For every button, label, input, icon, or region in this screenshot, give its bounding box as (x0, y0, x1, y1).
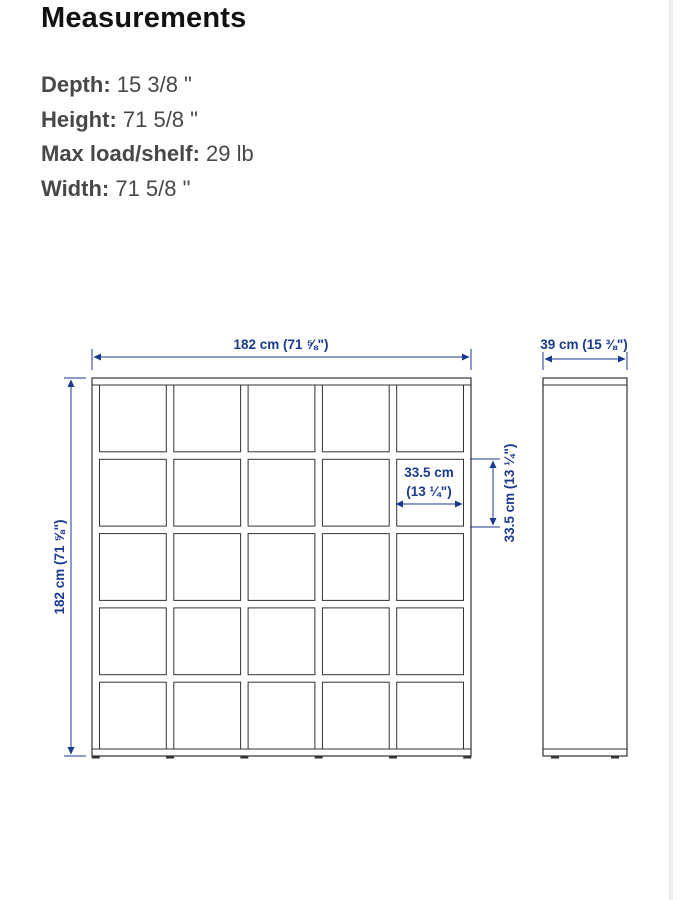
shelf-foot (463, 756, 471, 759)
shelf-cube (322, 608, 389, 675)
shelf-cube (397, 608, 464, 675)
height-dimension (52, 378, 86, 756)
shelf-cube (174, 385, 241, 452)
shelf-cube (397, 385, 464, 452)
shelf-cube (248, 682, 315, 749)
shelf-side-view (543, 378, 627, 759)
cube-width-in-label: (13 ¼") (406, 484, 452, 499)
shelf-cube (174, 534, 241, 601)
shelf-cube (397, 682, 464, 749)
shelf-cube (100, 682, 167, 749)
shelf-front-view (92, 378, 472, 759)
shelf-cube (248, 459, 315, 526)
shelf-cube (174, 459, 241, 526)
shelf-cube (100, 534, 167, 601)
cube-height-label: 33.5 cm (13 ¼") (502, 443, 517, 543)
shelf-cube (322, 682, 389, 749)
shelf-cube (322, 534, 389, 601)
depth-dimension (540, 337, 627, 370)
shelf-foot (389, 756, 397, 759)
shelf-cube (174, 682, 241, 749)
shelf-cube (100, 608, 167, 675)
spec-value: 71 5/8 " (116, 106, 198, 132)
shelf-foot (240, 756, 248, 759)
side-foot (551, 756, 559, 759)
width-dimension (92, 337, 471, 370)
shelf-cube (100, 459, 167, 526)
shelf-cube (100, 385, 167, 452)
spec-value: 29 lb (199, 141, 254, 166)
shelf-cube (174, 608, 241, 675)
width-dimension-label: 182 cm (71 ⅝") (233, 337, 329, 352)
shelf-foot (92, 756, 100, 759)
spec-label: Height: (41, 106, 117, 132)
shelf-foot (166, 756, 174, 759)
side-panel (543, 378, 627, 756)
spec-value: 71 5/8 " (109, 175, 191, 201)
shelf-cube (322, 385, 389, 452)
shelf-cube (397, 534, 464, 601)
shelf-cube (248, 534, 315, 601)
page-title: Measurements (41, 2, 247, 34)
shelf-foot (315, 756, 323, 759)
depth-dimension-label: 39 cm (15 ⅜") (540, 337, 628, 352)
shelf-cube (248, 385, 315, 452)
side-foot (611, 756, 619, 759)
spec-label: Depth: (41, 72, 111, 97)
height-dimension-label: 182 cm (71 ⅝") (52, 519, 67, 615)
spec-label: Width: (41, 175, 110, 201)
cube-height-dimension (470, 444, 517, 543)
shelf-cube (322, 459, 389, 526)
cube-width-cm-label: 33.5 cm (404, 465, 454, 480)
shelf-cube (248, 608, 315, 675)
spec-value: 15 3/8 " (110, 72, 192, 97)
spec-label: Max load/shelf: (41, 141, 200, 166)
